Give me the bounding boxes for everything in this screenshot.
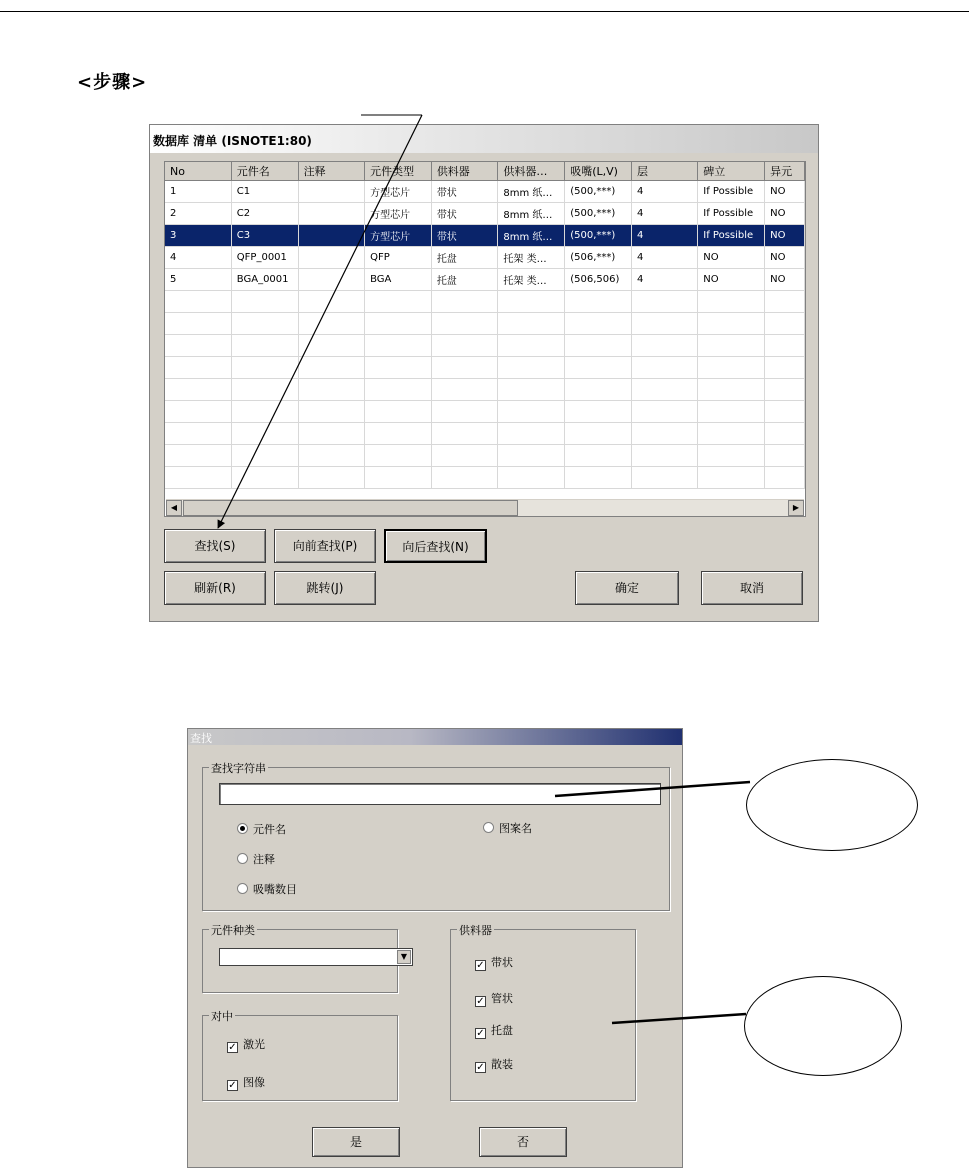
column-header-feeder-type[interactable]: 供料器… [498, 162, 565, 181]
table-cell: 托盘 [431, 269, 498, 291]
radio-label: 注释 [253, 853, 275, 866]
jump-button[interactable]: 跳转(J) [274, 571, 376, 605]
table-cell: NO [698, 247, 765, 269]
table-cell: NO [698, 269, 765, 291]
table-cell: 带状 [431, 225, 498, 247]
checkbox-label: 图像 [243, 1076, 265, 1089]
table-cell: 5 [165, 269, 231, 291]
checkbox-label: 散装 [491, 1058, 513, 1071]
feeder-group-label: 供料器 [459, 924, 492, 937]
table-cell: 8mm 纸… [498, 203, 565, 225]
table-cell: QFP_0001 [231, 247, 298, 269]
column-header-no[interactable]: No [165, 162, 231, 181]
checkbox-label: 带状 [491, 956, 513, 969]
cancel-button[interactable]: 取消 [701, 571, 803, 605]
component-type-group-label: 元件种类 [211, 924, 255, 937]
table-cell: C1 [231, 181, 298, 203]
step-heading: <步骤> [77, 72, 148, 93]
centering-group-label: 对中 [211, 1010, 233, 1023]
table-cell: (500,***) [565, 225, 632, 247]
table-cell: 8mm 纸… [498, 225, 565, 247]
table-cell: 托架 类… [498, 247, 565, 269]
table-cell: C3 [231, 225, 298, 247]
table-cell: NO [765, 181, 805, 203]
column-header-other[interactable]: 异元 [765, 162, 805, 181]
no-button[interactable]: 否 [479, 1127, 567, 1157]
table-cell: 2 [165, 203, 231, 225]
check-icon: ✓ [228, 1080, 237, 1091]
table-cell: (500,***) [565, 181, 632, 203]
table-cell: If Possible [698, 181, 765, 203]
yes-button[interactable]: 是 [312, 1127, 400, 1157]
table-cell: QFP [365, 247, 432, 269]
column-header-comment[interactable]: 注释 [298, 162, 364, 181]
table-cell: C2 [231, 203, 298, 225]
window-title: 数据库 清单 (ISNOTE1:80) [153, 134, 312, 148]
table-cell: 4 [632, 181, 698, 203]
pointer-arrow [218, 115, 422, 528]
table-cell: NO [765, 269, 805, 291]
table-cell: 1 [165, 181, 231, 203]
table-cell: (506,***) [565, 247, 632, 269]
table-cell: NO [765, 203, 805, 225]
dialog-title: 查找 [190, 732, 212, 745]
checkbox-label: 激光 [243, 1038, 265, 1051]
check-icon: ✓ [476, 996, 485, 1007]
chevron-down-icon[interactable]: ▼ [397, 950, 411, 964]
checkbox-label: 托盘 [491, 1024, 513, 1037]
table-cell: 4 [632, 269, 698, 291]
table-cell: 4 [632, 203, 698, 225]
check-icon: ✓ [476, 960, 485, 971]
radio-label: 吸嘴数目 [253, 883, 297, 896]
table-cell: NO [765, 247, 805, 269]
column-header-layer[interactable]: 层 [632, 162, 698, 181]
column-header-name[interactable]: 元件名 [231, 162, 298, 181]
column-header-feeder[interactable]: 供料器 [431, 162, 498, 181]
callout-line-bottom [612, 1014, 746, 1023]
scroll-right-icon[interactable]: ▶ [788, 500, 804, 516]
table-cell: 8mm 纸… [498, 181, 565, 203]
table-cell: 4 [632, 225, 698, 247]
check-icon: ✓ [228, 1042, 237, 1053]
table-cell: 带状 [431, 181, 498, 203]
radio-label: 图案名 [499, 822, 532, 835]
find-next-button[interactable]: 向后查找(N) [384, 529, 487, 563]
table-cell: 4 [632, 247, 698, 269]
table-cell: 托架 类… [498, 269, 565, 291]
check-icon: ✓ [476, 1028, 485, 1039]
callout-line-top [555, 782, 750, 796]
table-cell: 带状 [431, 203, 498, 225]
radio-label: 元件名 [253, 823, 286, 836]
ok-button[interactable]: 确定 [575, 571, 679, 605]
table-cell: BGA [365, 269, 432, 291]
check-icon: ✓ [476, 1062, 485, 1073]
table-cell: 方型芯片 [365, 181, 432, 203]
find-button[interactable]: 查找(S) [164, 529, 266, 563]
search-string-group-label: 查找字符串 [211, 762, 266, 775]
table-cell: NO [765, 225, 805, 247]
table-cell: 托盘 [431, 247, 498, 269]
table-cell: 方型芯片 [365, 225, 432, 247]
find-prev-button[interactable]: 向前查找(P) [274, 529, 376, 563]
checkbox-label: 管状 [491, 992, 513, 1005]
table-cell: 3 [165, 225, 231, 247]
table-cell: BGA_0001 [231, 269, 298, 291]
column-header-type[interactable]: 元件类型 [365, 162, 432, 181]
refresh-button[interactable]: 刷新(R) [164, 571, 266, 605]
table-cell: (506,506) [565, 269, 632, 291]
table-cell: 4 [165, 247, 231, 269]
table-cell: (500,***) [565, 203, 632, 225]
column-header-tombstone[interactable]: 碑立 [698, 162, 765, 181]
table-cell: If Possible [698, 225, 765, 247]
table-cell: If Possible [698, 203, 765, 225]
table-cell: 方型芯片 [365, 203, 432, 225]
column-header-nozzle[interactable]: 吸嘴(L,V) [565, 162, 632, 181]
scroll-left-icon[interactable]: ◀ [166, 500, 182, 516]
